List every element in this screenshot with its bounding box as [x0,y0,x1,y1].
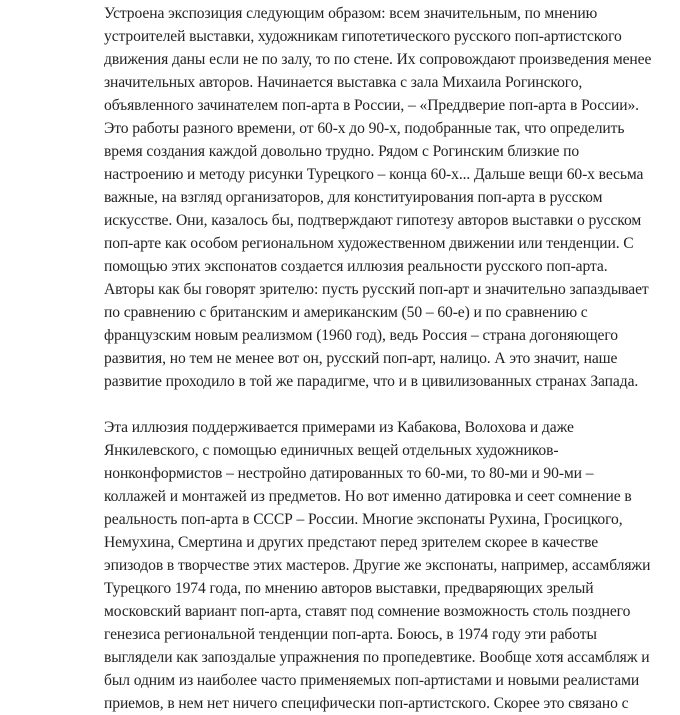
text-line: помощью этих экспонатов создается иллюзия реальности русского поп-арта. [104,258,608,275]
text-line: значительных авторов. Начинается выставка с зала Михаила Рогинского, [104,74,583,91]
text-line: генезиса региональной тенденции поп-арта. Боюсь, в 1974 году эти работы [104,626,597,643]
text-line: французским новым реализмом (1960 год), ведь Россия – страна догоняющего [104,327,618,344]
text-line: по сравнению с британским и американским (50 – 60-е) и по сравнению с [104,304,588,321]
text-line: движения даны если не по залу, то по стене. Их сопровождают произведения менее [104,51,652,68]
text-line: объявленного зачинателем поп-арта в России, – «Преддверие поп-арта в России». [104,97,639,114]
paragraph-1 [104,2,652,393]
text-line: устроителей выставки, художникам гипотетического русского поп-артистского [104,28,622,45]
text-line: развитие проходило в той же парадигме, что и в цивилизованных странах Запада. [104,373,639,390]
article-body [104,2,652,715]
text-line: реальность поп-арта в СССР – России. Многие экспонаты Рухина, Гросицкого, [104,511,623,528]
text-line: выглядели как запоздалые упражнения по пропедевтике. Вообще хотя ассамбляж и [104,649,650,666]
text-line: важные, на взгляд организаторов, для конституирования поп-арта в русском [104,189,603,206]
text-line: искусстве. Они, казалось бы, подтверждают гипотезу авторов выставки о русском [104,212,642,229]
text-line: поп-арте как особом региональном художественном движении или тенденции. С [104,235,634,252]
text-line: был одним из наиболее часто применяемых поп-артистами и новыми реалистами [104,672,640,689]
text-line: Устроена экспозиция следующим образом: всем значительным, по мнению [104,5,598,22]
text-line: развития, но тем не менее вот он, русский поп-арт, налицо. А это значит, наше [104,350,618,367]
text-line: коллажей и монтажей из предметов. Но вот именно датировка и сеет сомнение в [104,488,632,505]
text-line: Турецкого 1974 года, по мнению авторов выставки, предваряющих зрелый [104,580,594,597]
text-line: Немухина, Смертина и других предстают перед зрителем скорее в качестве [104,534,599,551]
text-line: эпизодов в творчестве этих мастеров. Другие же экспонаты, например, ассамбляжи [104,557,651,574]
text-line: московский вариант поп-арта, ставят под сомнение возможность столь позднего [104,603,631,620]
text-line: приемов, в нем нет ничего специфически поп-артистского. Скорее это связано с [104,695,629,712]
text-line: время создания каждой довольно трудно. Рядом с Рогинским близкие по [104,143,580,160]
paragraph-2 [104,416,651,715]
text-line: Янкилевского, с помощью единичных вещей отдельных художников- [104,442,559,459]
text-line: Авторы как бы говорят зрителю: пусть русский поп-арт и значительно запаздывает [104,281,649,298]
text-line: Это работы разного времени, от 60-х до 90-х, подобранные так, что определить [104,120,625,137]
text-line: настроению и методу рисунки Турецкого – конца 60-х... Дальше вещи 60-х весьма [104,166,644,183]
text-line: Эта иллюзия поддерживается примерами из Кабакова, Волохова и даже [104,419,574,436]
text-line: нонконформистов – нестройно датированных то 60-ми, то 80-ми и 90-ми – [104,465,594,482]
